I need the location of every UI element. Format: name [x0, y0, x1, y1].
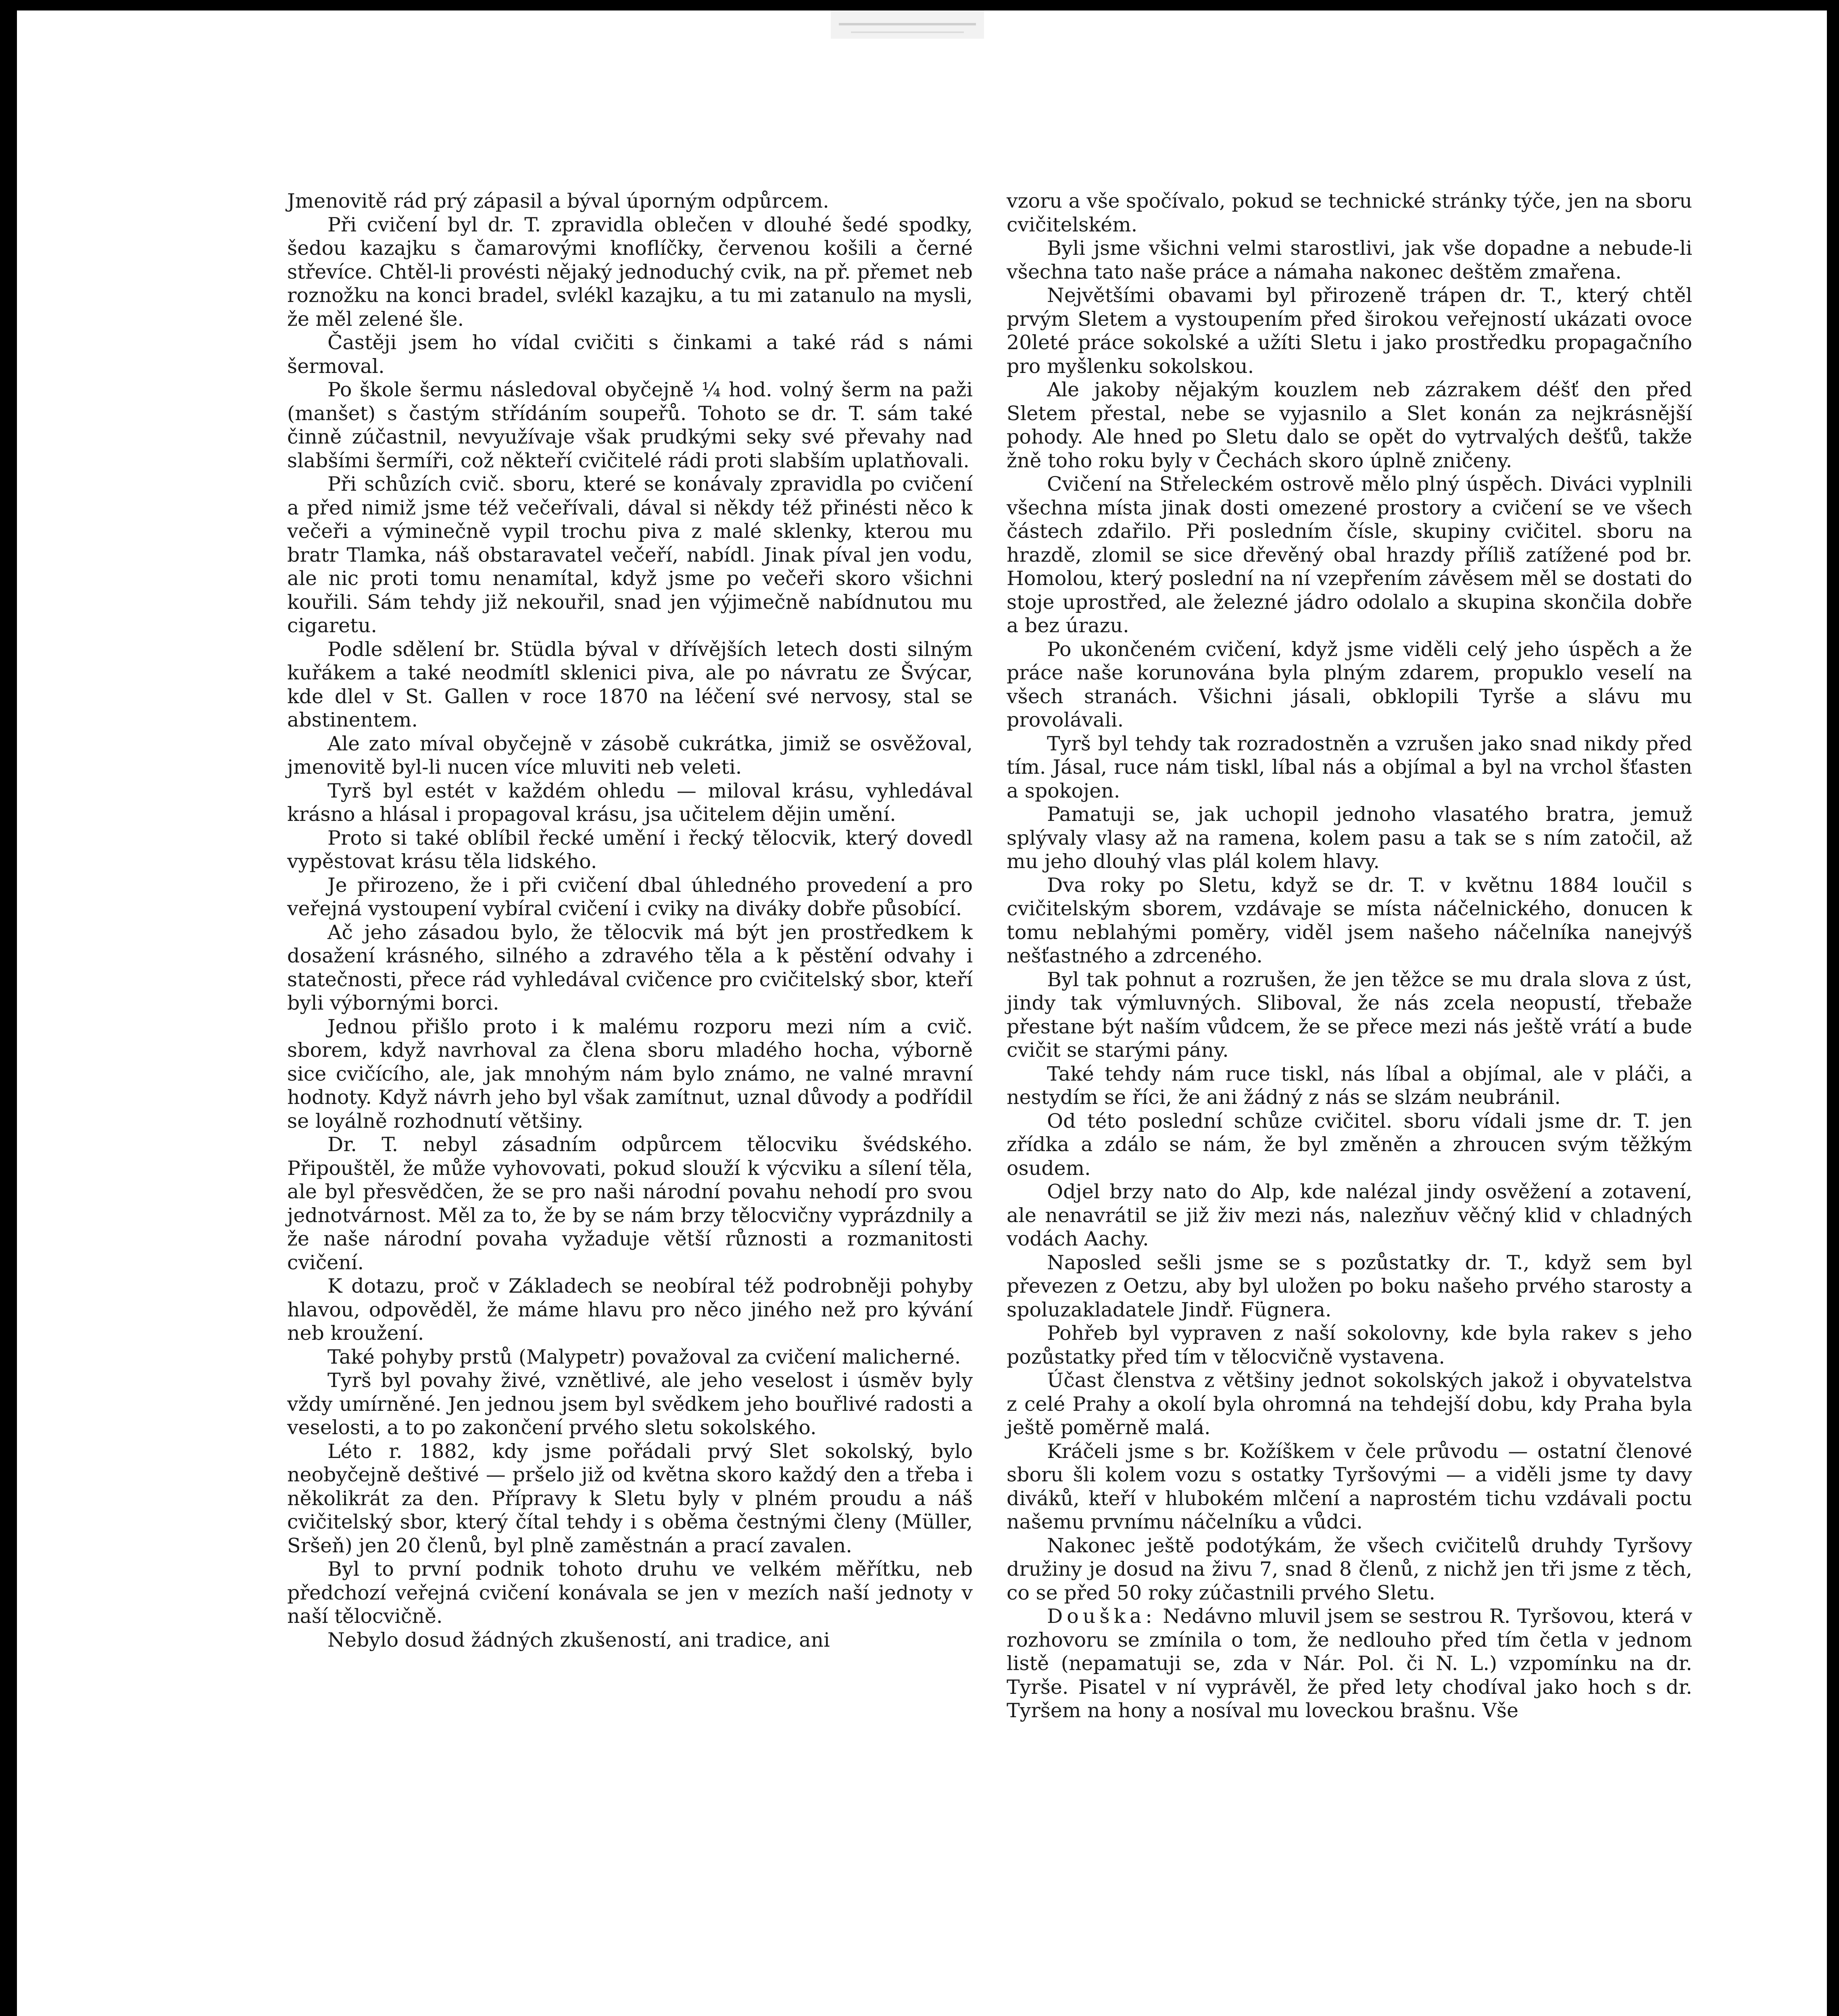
paragraph: Pamatuji se, jak uchopil jednoho vlasatého bratra, jemuž splývaly vlasy až na ramena, kolem pasu a tak se s ním zatočil, až mu jeho dlouhý vlas plál kolem hlavy. — [1007, 803, 1692, 873]
paragraph: Při schůzích cvič. sboru, které se konávaly zpravidla po cvičení a před nimiž jsme též večeřívali, dával si někdy též přinésti něco k večeři a výminečně vypil trochu piva z malé sklenky, kterou mu bratr Tlamka, náš obstaravatel večeří, nabídl. Jinak píval jen vodu, ale nic proti tomu nenamítal, když jsme po večeři skoro všichni kouřili. Sám tehdy již nekouřil, snad jen výjimečně nabídnutou mu cigaretu. — [287, 473, 973, 637]
paragraph: Podle sdělení br. Stüdla býval v dřívějších letech dosti silným kuřákem a také neodmítl sklenici piva, ale po návratu ze Švýcar, kde dlel v St. Gallen v roce 1870 na léčení své nervosy, stal se abstinentem. — [287, 637, 973, 731]
paragraph: Byli jsme všichni velmi starostlivi, jak vše dopadne a nebude-li všechna tato naše práce a námaha nakonec deštěm zmařena. — [1007, 237, 1692, 283]
postscript-label: Douška: — [1047, 1605, 1156, 1628]
paragraph: Kráčeli jsme s br. Kožíškem v čele průvodu — ostatní členové sboru šli kolem vozu s ostatky Tyršovými — a viděli jsme ty davy diváků, kteří v hlubokém mlčení a naprostém tichu vzdávali poctu našemu prvnímu náčelníku a vůdci. — [1007, 1439, 1692, 1533]
paragraph: Ale jakoby nějakým kouzlem neb zázrakem déšť den před Sletem přestal, nebe se vyjasnilo a Slet konán za nejkrásnější pohody. Ale hned po Sletu dalo se opět do vytrvalých dešťů, takže žně toho roku byly v Čechách skoro úplně zničeny. — [1007, 378, 1692, 472]
paragraph: Častěji jsem ho vídal cvičiti s činkami a také rád s námi šermoval. — [287, 331, 973, 378]
paragraph: Tyrš byl tehdy tak rozradostněn a vzrušen jako snad nikdy před tím. Jásal, ruce nám tiskl, líbal nás a objímal a byl na vrchol šťasten a spokojen. — [1007, 732, 1692, 802]
postscript-text: Nedávno mluvil jsem se sestrou R. Tyršovou, která v rozhovoru se zmínila o tom, že nedlouho před tím četla v jednom listě (nepamatuji se, zda v Nár. Pol. či N. L.) vzpomínku na dr. Tyrše. Pisatel v ní vyprávěl, že před lety chodíval jako hoch s dr. Tyršem na hony a nosíval mu loveckou brašnu. Vše — [1007, 1605, 1692, 1722]
paragraph: Byl to první podnik tohoto druhu ve velkém měřítku, neb předchozí veřejná cvičení konávala se jen v mezích naší jednoty v naší tělocvičně. — [287, 1558, 973, 1628]
paragraph: Jednou přišlo proto i k malému rozporu mezi ním a cvič. sborem, když navrhoval za člena sboru mladého hocha, výborně sice cvičícího, ale, jak mnohým nám bylo známo, ne valné mravní hodnoty. Když návrh jeho byl však zamítnut, uznal důvody a podřídil se loyálně rozhodnutí většiny. — [287, 1015, 973, 1133]
paragraph: Také pohyby prstů (Malypetr) považoval za cvičení malicherné. — [327, 1345, 961, 1368]
paragraph: Po škole šermu následoval obyčejně ¼ hod. volný šerm na paži (manšet) s častým střídáním soupeřů. Tohoto se dr. T. sám také činně zúčastnil, nevyužívaje však prudkými seky své převahy nad slabšími šermíři, což někteří cvičitelé rádi proti slabším uplatňovali. — [287, 378, 973, 472]
paragraph: Tyrš byl estét v každém ohledu — miloval krásu, vyhledával krásno a hlásal i propagoval krásu, jsa učitelem dějin umění. — [287, 779, 973, 826]
postscript-paragraph — [1007, 1605, 1692, 1723]
paragraph: Proto si také oblíbil řecké umění i řecký tělocvik, který dovedl vypěstovat krásu těla lidského. — [287, 826, 973, 873]
right-column — [1007, 190, 1692, 1723]
paragraph: Odjel brzy nato do Alp, kde nalézal jindy osvěžení a zotavení, ale nenavrátil se již živ mezi nás, nalezňuv věčný klid v chladných vodách Aachy. — [1007, 1180, 1692, 1250]
paragraph: Ale zato míval obyčejně v zásobě cukrátka, jimiž se osvěžoval, jmenovitě byl-li nucen více mluviti neb veleti. — [287, 732, 973, 779]
paragraph: Naposled sešli jsme se s pozůstatky dr. T., když sem byl převezen z Oetzu, aby byl uložen po boku našeho prvého starosty a spoluzakladatele Jindř. Fügnera. — [1007, 1251, 1692, 1321]
paragraph: Cvičení na Střeleckém ostrově mělo plný úspěch. Diváci vyplnili všechna místa jinak dosti omezené prostory a cvičení se ve všech částech zdařilo. Při posledním čísle, skupiny cvičitel. sboru na hrazdě, zlomil se sice dřevěný obal hrazdy příliš zatížené pod br. Homolou, který poslední na ní vzepřením závěsem měl se dostati do stoje uprostřed, ale železné jádro odolalo a skupina skončila dobře a bez úrazu. — [1007, 473, 1692, 637]
paragraph: Nakonec ještě podotýkám, že všech cvičitelů druhdy Tyršovy družiny je dosud na živu 7, snad 8 členů, z nichž jen tři jsme z těch, co se před 50 roky zúčastnili prvého Sletu. — [1007, 1534, 1692, 1604]
left-column — [287, 190, 973, 1652]
paragraph: Byl tak pohnut a rozrušen, že jen těžce se mu drala slova z úst, jindy tak výmluvných. Sliboval, že nás zcela neopustí, třebaže přestane být naším vůdcem, že se přece mezi nás ještě vrátí a bude cvičit se starými pány. — [1007, 968, 1692, 1062]
paragraph: Při cvičení byl dr. T. zpravidla oblečen v dlouhé šedé spodky, šedou kazajku s čamarovými knoflíčky, červenou košili a černé střevíce. Chtěl-li provésti nějaký jednoduchý cvik, na př. přemet neb roznožku na konci bradel, svlékl kazajku, a tu mi zatanulo na mysli, že měl zelené šle. — [287, 213, 973, 331]
paragraph: Jmenovitě rád prý zápasil a býval úporným odpůrcem. — [287, 190, 829, 212]
paragraph: Po ukončeném cvičení, když jsme viděli celý jeho úspěch a že práce naše korunována byla plným zdarem, propuklo veselí na všech stranách. Všichni jásali, obklopili Tyrše a slávu mu provolávali. — [1007, 637, 1692, 731]
paragraph: Nebylo dosud žádných zkušeností, ani tradice, ani — [327, 1628, 830, 1652]
paragraph: Léto r. 1882, kdy jsme pořádali prvý Slet sokolský, bylo neobyčejně deštivé — pršelo již od května skoro každý den a třeba i několikrát za den. Přípravy k Sletu byly v plném proudu a náš cvičitelský sbor, který čítal tehdy i s oběma čestnými členy (Müller, Sršeň) jen 20 členů, byl plně zaměstnán a prací zavalen. — [287, 1439, 973, 1557]
paragraph: Je přirozeno, že i při cvičení dbal úhledného provedení a pro veřejná vystoupení vybíral cvičení i cviky na diváky dobře působící. — [287, 873, 973, 920]
paragraph: Od této poslední schůze cvičitel. sboru vídali jsme dr. T. jen zřídka a zdálo se nám, že byl změněn a zhroucen svým těžkým osudem. — [1007, 1109, 1692, 1180]
paragraph: Pohřeb byl vypraven z naší sokolovny, kde byla rakev s jeho pozůstatky před tím v tělocvičně vystavena. — [1007, 1322, 1692, 1368]
paragraph: Největšími obavami byl přirozeně trápen dr. T., který chtěl prvým Sletem a vystoupením před širokou veřejností ukázati ovoce 20leté práce sokolské a užíti Sletu i jako prostředku propagačního pro myšlenku sokolskou. — [1007, 284, 1692, 378]
paragraph: vzoru a vše spočívalo, pokud se technické stránky týče, jen na sboru cvičitelském. — [1007, 190, 1692, 236]
paragraph: Dva roky po Sletu, když se dr. T. v květnu 1884 loučil s cvičitelským sborem, vzdávaje se místa náčelnického, donucen k tomu neblahými poměry, viděl jsem našeho náčelníka nanejvýš nešťastného a zdrceného. — [1007, 873, 1692, 967]
paragraph: K dotazu, proč v Základech se neobíral též podrobněji pohyby hlavou, odpověděl, že máme hlavu pro něco jiného než pro kývání neb kroužení. — [287, 1275, 973, 1345]
paragraph: Dr. T. nebyl zásadním odpůrcem tělocviku švédského. Připouštěl, že může vyhovovati, pokud slouží k výcviku a sílení těla, ale byl přesvědčen, že se pro naši národní povahu nehodí pro svou jednotvárnost. Měl za to, že by se nám brzy tělocvičny vyprázdnily a že naše národní povaha vyžaduje větší různosti a rozmanitosti cvičení. — [287, 1133, 973, 1274]
paragraph: Tyrš byl povahy živé, vznětlivé, ale jeho veselost i úsměv byly vždy umírněné. Jen jednou jsem byl svědkem jeho bouřlivé radosti a veselosti, a to po zakončení prvého sletu sokolského. — [287, 1369, 973, 1439]
paragraph: Účast členstva z většiny jednot sokolských jakož i obyvatelstva z celé Prahy a okolí byla ohromná na tehdejší dobu, kdy Praha byla ještě poměrně malá. — [1007, 1369, 1692, 1439]
paragraph: Ač jeho zásadou bylo, že tělocvik má být jen prostředkem k dosažení krásného, silného a zdravého těla a k pěstění odvahy i statečnosti, přece rád vyhledával cvičence pro cvičitelský sbor, kteří byli výbornými borci. — [287, 921, 973, 1014]
paragraph: Také tehdy nám ruce tiskl, nás líbal a objímal, ale v pláči, a nestydím se říci, že ani žádný z nás se slzám neubránil. — [1007, 1062, 1692, 1109]
